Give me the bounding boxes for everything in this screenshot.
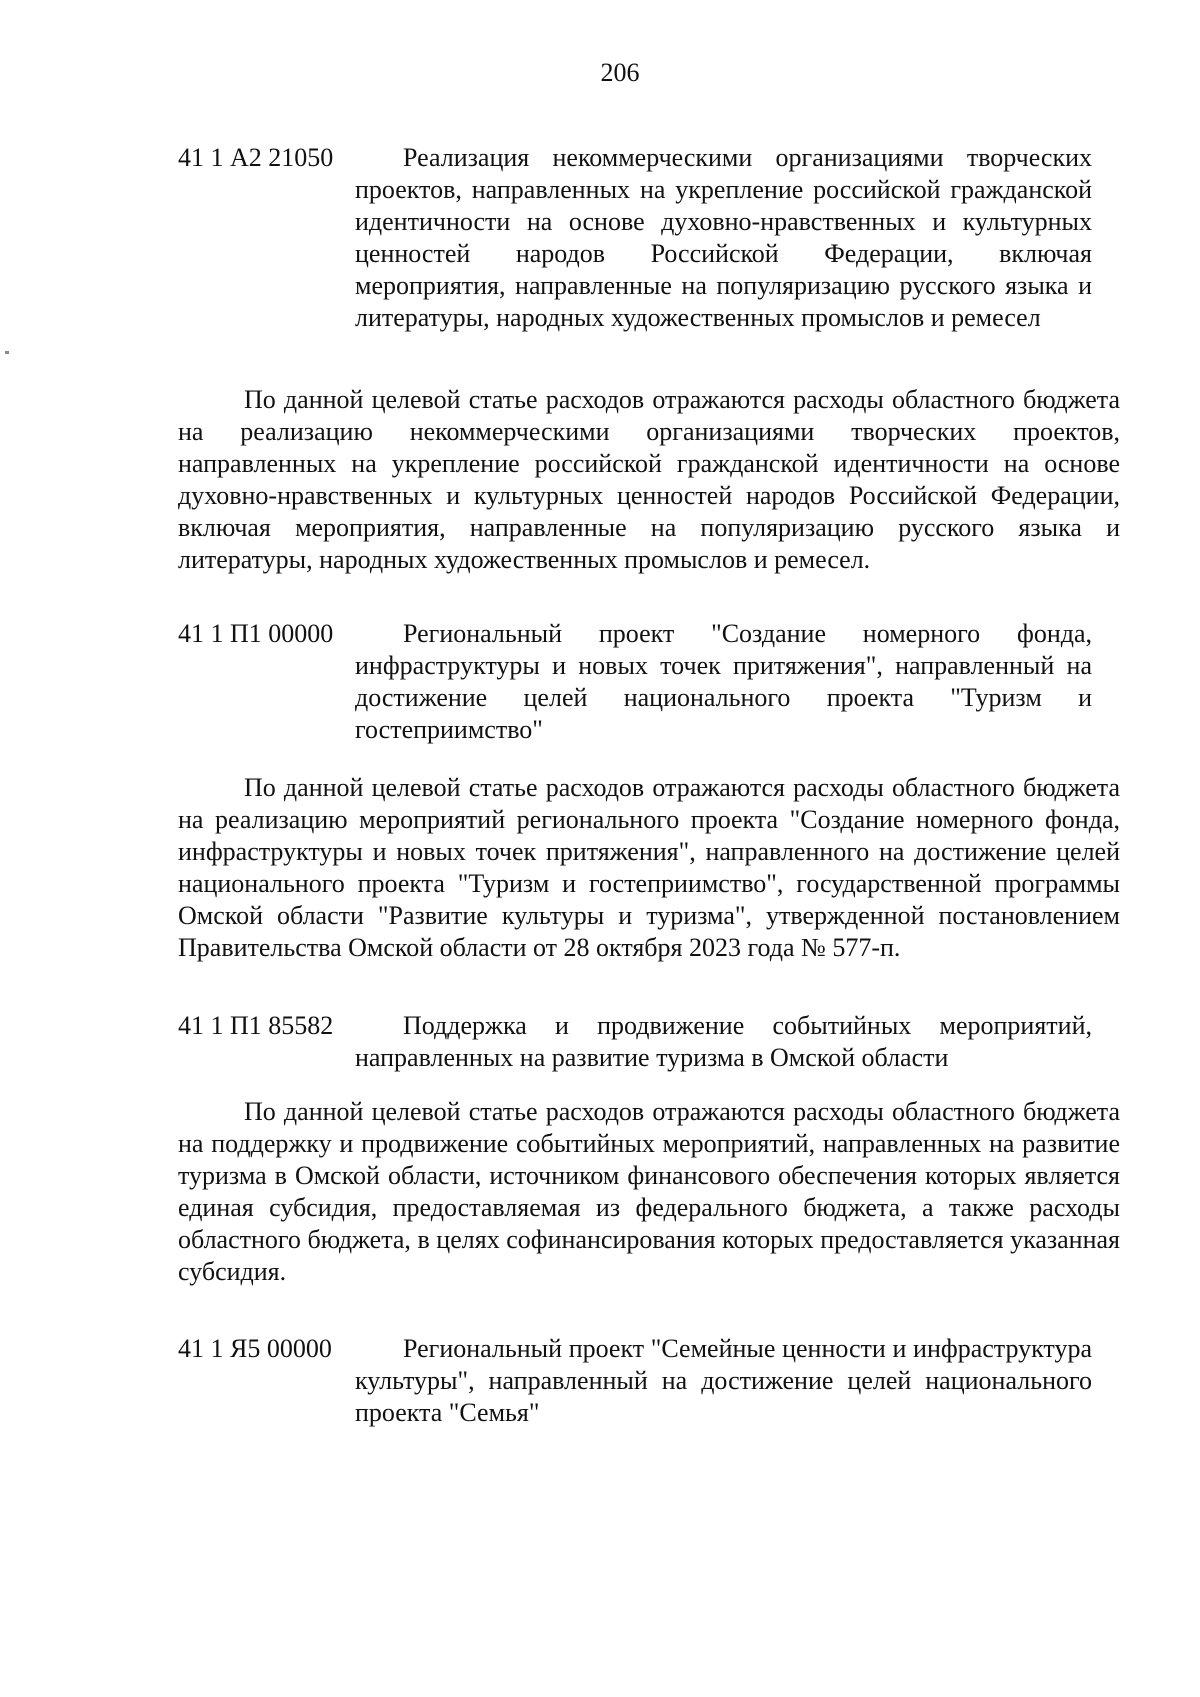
scan-margin-mark	[5, 351, 9, 354]
budget-entry-description: По данной целевой статье расходов отражаются расходы областного бюджета на реализацию мероприятий регионального проекта "Создание номерного фонда, инфраструктуры и новых точек притяжения", направленного на достижение целей национального проекта "Туризм и гостеприимство", государственной программы Омской области "Развитие культуры и туризма", утвержденной постановлением Правительства Омской области от 28 октября 2023 года № 577-п.	[178, 773, 1120, 962]
budget-entry-title: Поддержка и продвижение событийных мероприятий, направленных на развитие туризма в Омской области	[355, 1011, 1092, 1072]
budget-code: 41 1 П1 00000	[178, 619, 334, 648]
budget-entry-title: Реализация некоммерческими организациями творческих проектов, направленных на укрепление российской гражданской идентичности на основе духовно-нравственных и культурных ценностей народов Российской Федерации, включая мероприятия, направленные на популяризацию русского языка и литературы, народных художественных промыслов и ремесел	[355, 143, 1092, 332]
budget-code: 41 1 П1 85582	[178, 1011, 334, 1040]
page-number: 206	[600, 58, 640, 87]
budget-code: 41 1 Я5 00000	[178, 1334, 332, 1363]
budget-entry-title: Региональный проект "Создание номерного фонда, инфраструктуры и новых точек притяжения", направленный на достижение целей национального проекта "Туризм и гостеприимство"	[355, 619, 1092, 744]
budget-entry-title: Региональный проект "Семейные ценности и инфраструктура культуры", направленный на достижение целей национального проекта "Семья"	[355, 1334, 1092, 1427]
budget-entry-description: По данной целевой статье расходов отражаются расходы областного бюджета на реализацию некоммерческими организациями творческих проектов, направленных на укрепление российской гражданской идентичности на основе духовно-нравственных и культурных ценностей народов Российской Федерации, включая мероприятия, направленные на популяризацию русского языка и литературы, народных художественных промыслов и ремесел.	[178, 385, 1120, 574]
budget-entry-description: По данной целевой статье расходов отражаются расходы областного бюджета на поддержку и продвижение событийных мероприятий, направленных на развитие туризма в Омской области, источником финансового обеспечения которых является единая субсидия, предоставляемая из федерального бюджета, а также расходы областного бюджета, в целях софинансирования которых предоставляется указанная субсидия.	[178, 1097, 1120, 1286]
budget-code: 41 1 А2 21050	[178, 143, 334, 172]
